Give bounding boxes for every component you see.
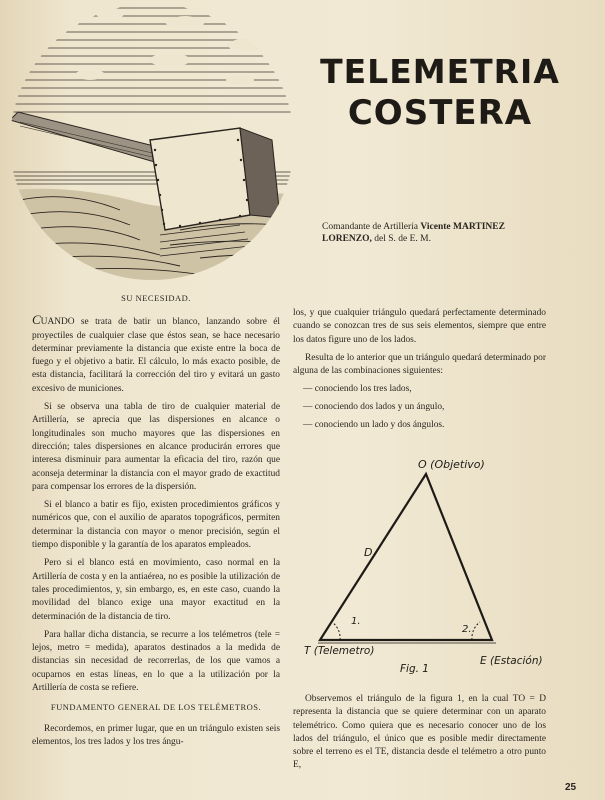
- author-suffix: del S. de E. M.: [374, 233, 431, 244]
- column-right-bottom: [293, 693, 546, 778]
- paragraph-2: Si se observa una tabla de tiro de cualquier material de Artillería, se aprecia que las dispersiones en alcance o longitudinales son mucho mayores que las dispersiones en dirección; tales dispersiones en alcance producirán errores que interesa disminuir para aumentar la eficacia del tiro, razón que aconseja determinar la distancia con el mayor grado de exactitud para compensar los errores de la dispersión.: [32, 402, 280, 492]
- coastal-gun-illustration: [10, 0, 295, 285]
- section-heading-fundamento: FUNDAMENTO GENERAL DE LOS TELÉMETROS.: [50, 702, 262, 713]
- list-item: — conociendo dos lados y un ángulo,: [303, 402, 445, 413]
- author-prefix: Comandante de Artillería: [322, 222, 419, 232]
- label-estacion: E (Estación): [480, 655, 543, 667]
- paragraph-5: Para hallar dicha distancia, se recurre a los telémetros (tele = lejos, metro = medida), aparatos destinados a la medida de distancias sin necesidad de recorrerlas, de los que vamos a ocuparnos en estas líneas, en lo que a la utilización por la Artillería de costa se refiere.: [32, 629, 280, 694]
- paragraph-1: [32, 313, 280, 396]
- list-item: — conociendo los tres lados,: [303, 384, 412, 395]
- paragraph-9: Observemos el triángulo de la figura 1, en la cual TO = D representa la distancia que se quiere determinar con un aparato telemétrico. Como quiera que es necesario conocer uno de los lados del triángulo, el único que es posible medir directamente sobre el terreno es el TE, distancia desde el telémetro a otro punto E,: [293, 694, 546, 771]
- angle-2-arc: [472, 622, 480, 640]
- column-left: [32, 292, 280, 754]
- label-angle-1: 1.: [351, 616, 361, 627]
- title-line-1: TELEMETRIA: [320, 52, 560, 91]
- triangle-toe: [320, 474, 492, 640]
- label-d: D: [364, 546, 373, 559]
- section-heading-necesidad: SU NECESIDAD.: [121, 293, 191, 303]
- paragraph-8: Resulta de lo anterior que un triángulo quedará determinado por alguna de las combinaciones siguientes:: [293, 352, 546, 377]
- label-telemetro: T (Telemetro): [304, 645, 375, 657]
- article-title: [305, 52, 575, 134]
- author-name: Vicente MARTINEZ LORENZO,: [322, 222, 505, 244]
- page-number: 25: [565, 782, 577, 793]
- author-byline: [322, 222, 537, 245]
- angle-1-arc: [332, 622, 340, 640]
- paragraph-6: Recordemos, en primer lugar, que en un triángulo existen seis elementos, los tres lados y los tres ángu-: [32, 723, 280, 747]
- title-line-2: COSTERA: [347, 93, 533, 133]
- paragraph-4: Pero si el blanco está en movimiento, caso normal en la Artillería de costa y en la antiaérea, no es posible la utilización de tales procedimientos, y, sin embargo, es, en este caso, cuando la movilidad del blanco exige una mayor exactitud en la determinación de la distancia de tiro.: [32, 558, 280, 622]
- paragraph-7: los, y que cualquier triángulo quedará perfectamente determinado cuando se conozcan tres de sus seis elementos, siempre que entre los datos figure uno de los lados.: [293, 308, 546, 345]
- list-item: — conociendo un lado y dos ángulos.: [303, 419, 445, 430]
- paragraph-1-text: UANDO se trata de batir un blanco, lanzando sobre él proyectiles de cualquier clase que éstos sean, se hace necesario determinar previamente la distancia que existe entre la boca de fuego y el objetivo a batir. El cálculo, lo más exacto posible, de esta distancia, facilitará la corrección del tiro y evitará un gasto excesivo de municiones.: [32, 317, 280, 394]
- paragraph-3: Si el blanco a batir es fijo, existen procedimientos gráficos y numéricos que, con el auxilio de aparatos topográficos, permiten determinar la distancia con mayor o menor precisión, según el tiempo disponible y la garantía de los aparatos empleados.: [32, 500, 280, 551]
- figure-1-triangle: [296, 450, 546, 680]
- dropcap: C: [32, 312, 41, 328]
- figure-caption: Fig. 1: [400, 663, 429, 675]
- combinations-list: [303, 383, 546, 432]
- label-objetivo: O (Objetivo): [418, 458, 485, 471]
- column-right: [293, 307, 546, 436]
- label-angle-2: 2.: [462, 624, 472, 635]
